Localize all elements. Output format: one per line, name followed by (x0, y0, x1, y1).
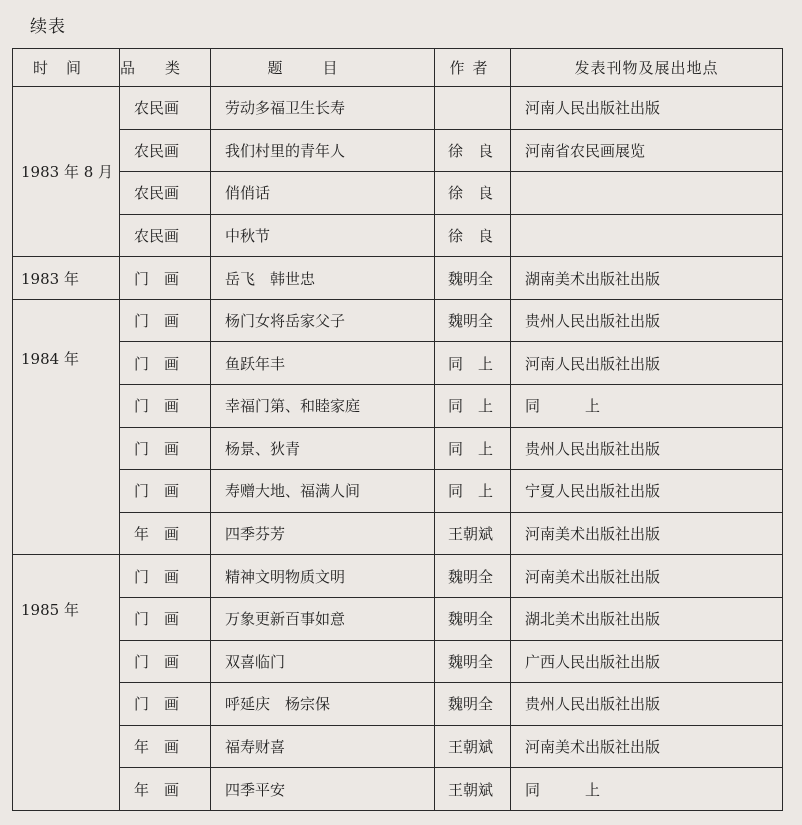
publication-cell: 同 上 (511, 768, 783, 811)
table-row (13, 427, 783, 470)
table-row (13, 597, 783, 640)
title-cell: 四季平安 (211, 768, 435, 811)
author-cell: 王朝斌 (435, 768, 511, 811)
table-row (13, 725, 783, 768)
publication-cell: 河南美术出版社出版 (511, 555, 783, 598)
publication-cell: 湖南美术出版社出版 (511, 257, 783, 300)
publication-cell: 同 上 (511, 385, 783, 428)
author-cell: 魏明全 (435, 597, 511, 640)
table-row (13, 257, 783, 300)
publication-cell: 贵州人民出版社出版 (511, 683, 783, 726)
title-cell: 劳动多福卫生长寿 (211, 87, 435, 130)
category-cell: 农民画 (120, 87, 211, 130)
author-cell: 徐 良 (435, 129, 511, 172)
title-cell: 福寿财喜 (211, 725, 435, 768)
title-cell: 寿赠大地、福满人间 (211, 470, 435, 513)
category-cell: 农民画 (120, 129, 211, 172)
author-cell: 王朝斌 (435, 725, 511, 768)
exhibition-table (12, 48, 783, 811)
publication-cell: 河南美术出版社出版 (511, 512, 783, 555)
table-row (13, 299, 783, 342)
title-cell: 俏俏话 (211, 172, 435, 215)
table-row (13, 555, 783, 598)
category-cell: 农民画 (120, 214, 211, 257)
title-cell: 中秋节 (211, 214, 435, 257)
header-author: 作者 (435, 49, 511, 87)
author-cell: 魏明全 (435, 299, 511, 342)
category-cell: 门 画 (120, 427, 211, 470)
title-cell: 杨门女将岳家父子 (211, 299, 435, 342)
table-row (13, 129, 783, 172)
publication-cell: 广西人民出版社出版 (511, 640, 783, 683)
category-cell: 门 画 (120, 385, 211, 428)
category-cell: 年 画 (120, 725, 211, 768)
table-row (13, 385, 783, 428)
author-cell: 魏明全 (435, 683, 511, 726)
table-row (13, 172, 783, 215)
table-row (13, 768, 783, 811)
publication-cell: 河南人民出版社出版 (511, 87, 783, 130)
title-cell: 万象更新百事如意 (211, 597, 435, 640)
category-cell: 农民画 (120, 172, 211, 215)
header-publication: 发表刊物及展出地点 (511, 49, 783, 87)
publication-cell: 贵州人民出版社出版 (511, 299, 783, 342)
publication-cell (511, 214, 783, 257)
publication-cell: 河南省农民画展览 (511, 129, 783, 172)
author-cell: 魏明全 (435, 257, 511, 300)
time-cell: 1984 年 (13, 299, 120, 554)
title-cell: 鱼跃年丰 (211, 342, 435, 385)
time-cell: 1985 年 (13, 555, 120, 811)
publication-cell: 湖北美术出版社出版 (511, 597, 783, 640)
table-row (13, 87, 783, 130)
title-cell: 杨景、狄青 (211, 427, 435, 470)
table-row (13, 342, 783, 385)
publication-cell: 河南人民出版社出版 (511, 342, 783, 385)
header-title: 题目 (211, 49, 435, 87)
author-cell: 同 上 (435, 427, 511, 470)
author-cell: 同 上 (435, 470, 511, 513)
table-row (13, 640, 783, 683)
category-cell: 门 画 (120, 470, 211, 513)
publication-cell (511, 172, 783, 215)
category-cell: 门 画 (120, 342, 211, 385)
author-cell: 魏明全 (435, 555, 511, 598)
header-row (13, 49, 783, 87)
publication-cell: 贵州人民出版社出版 (511, 427, 783, 470)
category-cell: 年 画 (120, 768, 211, 811)
table-row (13, 512, 783, 555)
title-cell: 幸福门第、和睦家庭 (211, 385, 435, 428)
author-cell (435, 87, 511, 130)
table-row (13, 683, 783, 726)
category-cell: 门 画 (120, 597, 211, 640)
author-cell: 魏明全 (435, 640, 511, 683)
publication-cell: 宁夏人民出版社出版 (511, 470, 783, 513)
author-cell: 同 上 (435, 342, 511, 385)
title-cell: 四季芬芳 (211, 512, 435, 555)
category-cell: 门 画 (120, 683, 211, 726)
time-cell: 1983 年 8 月 (13, 87, 120, 257)
author-cell: 王朝斌 (435, 512, 511, 555)
author-cell: 徐 良 (435, 172, 511, 215)
title-cell: 岳飞 韩世忠 (211, 257, 435, 300)
header-category: 品类 (120, 49, 211, 87)
author-cell: 徐 良 (435, 214, 511, 257)
category-cell: 年 画 (120, 512, 211, 555)
table-row (13, 214, 783, 257)
publication-cell: 河南美术出版社出版 (511, 725, 783, 768)
header-time: 时间 (13, 49, 120, 87)
category-cell: 门 画 (120, 555, 211, 598)
time-cell: 1983 年 (13, 257, 120, 300)
title-cell: 双喜临门 (211, 640, 435, 683)
category-cell: 门 画 (120, 640, 211, 683)
title-cell: 我们村里的青年人 (211, 129, 435, 172)
title-cell: 呼延庆 杨宗保 (211, 683, 435, 726)
category-cell: 门 画 (120, 257, 211, 300)
author-cell: 同 上 (435, 385, 511, 428)
page-label: 续表 (30, 17, 66, 37)
category-cell: 门 画 (120, 299, 211, 342)
table-row (13, 470, 783, 513)
title-cell: 精神文明物质文明 (211, 555, 435, 598)
